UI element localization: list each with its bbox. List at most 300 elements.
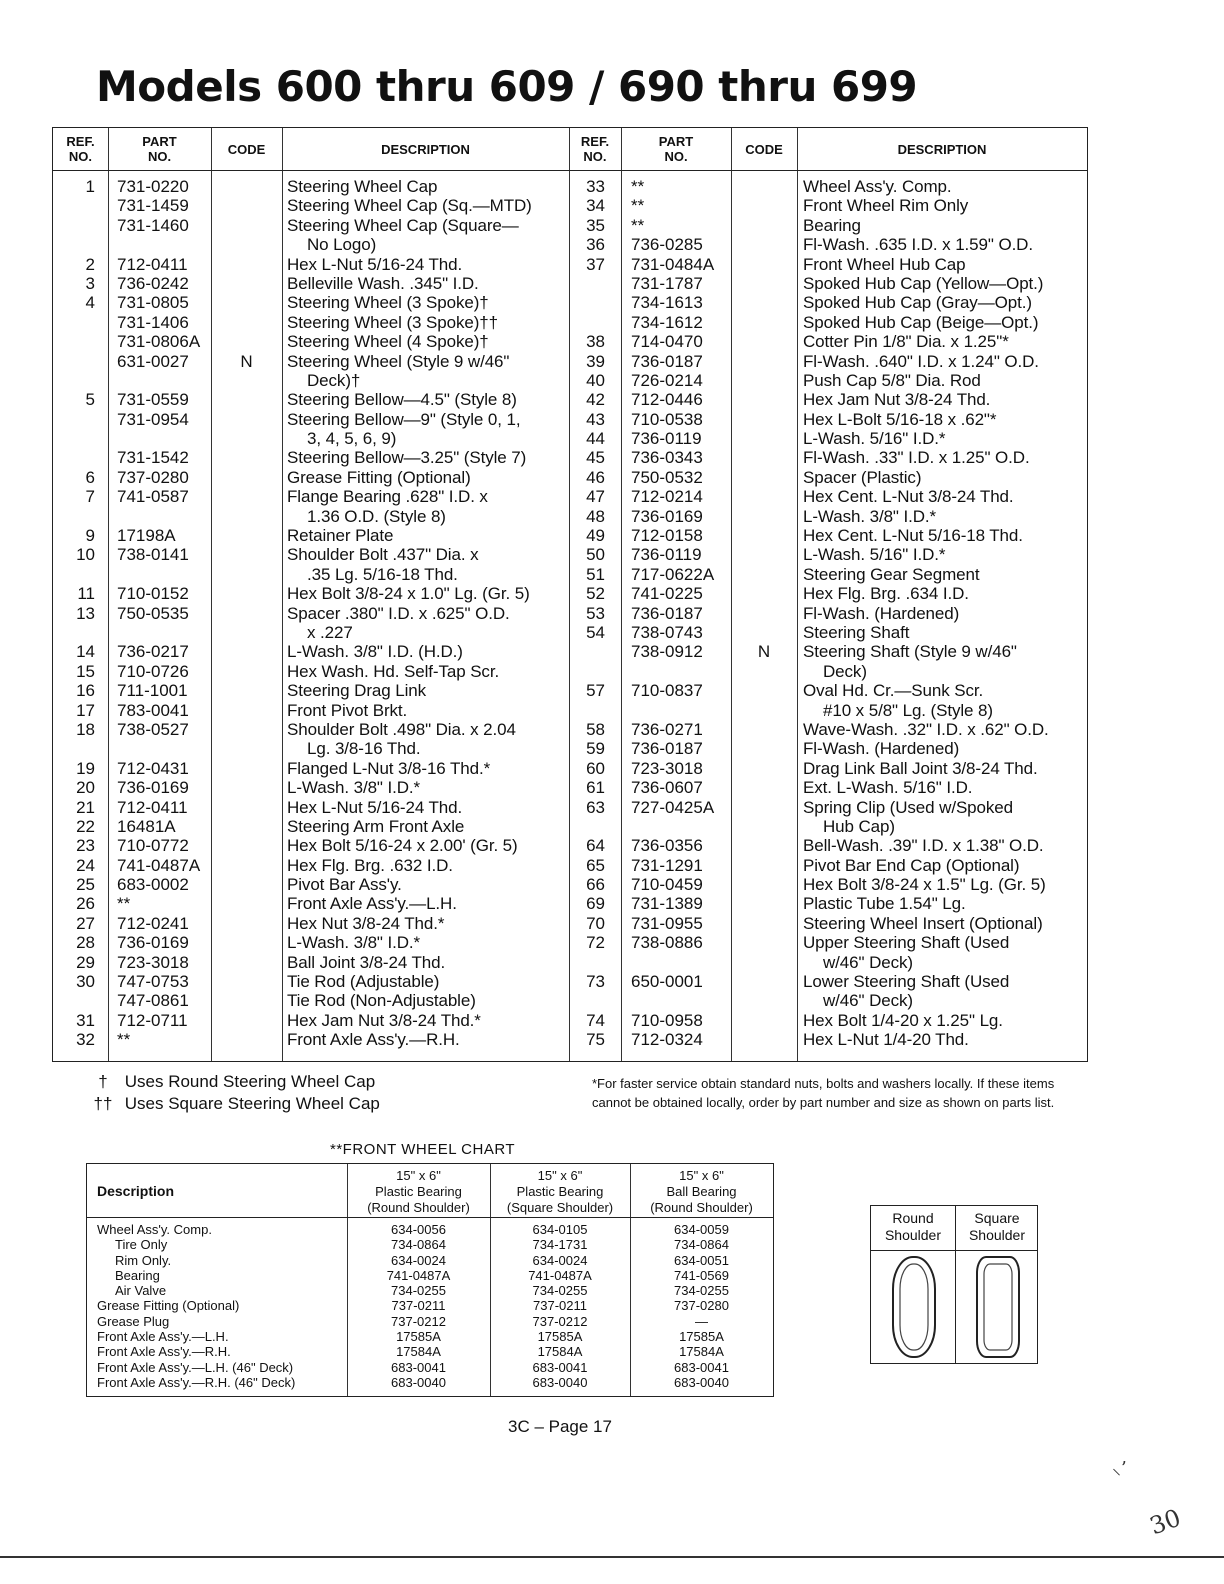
ref-number: 14 — [76, 642, 95, 662]
part-number: 747-0861 — [117, 991, 189, 1011]
ref-number: 38 — [586, 332, 605, 352]
ref-number: 21 — [76, 797, 95, 817]
parts-row — [53, 293, 1087, 312]
dagger-symbol: † — [98, 1072, 108, 1091]
part-number: 710-0772 — [117, 836, 189, 856]
part-number: 783-0041 — [117, 700, 189, 720]
wheel-chart-item: Front Axle Ass'y.—R.H. (46" Deck) — [97, 1374, 296, 1390]
description: Steering Shaft (Style 9 w/46" — [803, 642, 1017, 662]
ref-number: 39 — [586, 351, 605, 371]
ref-number: 16 — [76, 681, 95, 701]
ref-number: 51 — [586, 564, 605, 584]
ref-number: 25 — [76, 875, 95, 895]
wheel-chart-part-number: 737-0212 — [391, 1313, 446, 1329]
wheel-chart-part-number: 741-0569 — [674, 1267, 729, 1283]
part-number: 710-0152 — [117, 584, 189, 604]
parts-row — [53, 371, 1087, 390]
ref-number: 69 — [586, 894, 605, 914]
wheel-chart-part-number: 737-0211 — [533, 1298, 587, 1314]
part-number: 736-0356 — [631, 836, 703, 856]
part-number: 712-0324 — [631, 1030, 703, 1050]
footnote-dagger — [86, 1072, 375, 1092]
header-ref-no-right: REF. NO. — [580, 134, 610, 164]
description: 3, 4, 5, 6, 9) — [307, 429, 397, 449]
wheel-chart-part-number: 634-0024 — [391, 1252, 446, 1268]
description: Steering Bellow—9" (Style 0, 1, — [287, 409, 521, 429]
parts-row — [53, 1030, 1087, 1049]
part-number: 734-1612 — [631, 312, 703, 332]
part-number: 738-0527 — [117, 719, 189, 739]
part-number: 736-0285 — [631, 235, 703, 255]
wheel-chart-part-number: 634-0105 — [532, 1222, 588, 1237]
wheel-chart-item: Front Axle Ass'y.—L.H. — [97, 1329, 229, 1345]
square-shoulder-label: Square Shoulder — [968, 1210, 1026, 1243]
description: Hex L-Bolt 5/16-18 x .62"* — [803, 409, 997, 429]
part-number: 710-0538 — [631, 409, 703, 429]
ref-number: 9 — [85, 526, 95, 546]
ref-number: 5 — [85, 390, 95, 410]
description: Spoked Hub Cap (Beige—Opt.) — [803, 312, 1039, 332]
part-number: 731-0954 — [117, 409, 189, 429]
description: Steering Wheel Cap (Sq.—MTD) — [287, 196, 532, 216]
ref-number: 52 — [586, 584, 605, 604]
ref-number: 65 — [586, 855, 605, 875]
wheel-chart-row — [87, 1253, 773, 1268]
ref-number: 60 — [586, 758, 605, 778]
parts-row — [53, 875, 1087, 894]
wheel-chart-part-number: 737-0212 — [532, 1313, 588, 1329]
part-number: 723-3018 — [631, 758, 703, 778]
description: Steering Bellow—3.25" (Style 7) — [287, 448, 527, 468]
description: Hex L-Nut 1/4-20 Thd. — [803, 1030, 969, 1050]
ref-number: 70 — [586, 913, 605, 933]
description: Ext. L-Wash. 5/16" I.D. — [803, 778, 973, 798]
parts-row — [53, 177, 1087, 196]
wheel-chart-part-number: 737-0280 — [674, 1298, 729, 1314]
part-number: 710-0837 — [631, 681, 703, 701]
part-number: 736-0187 — [631, 739, 703, 759]
description: Front Axle Ass'y.—R.H. — [287, 1030, 460, 1050]
wheel-chart-col-square-plastic: 15" x 6" Plastic Bearing (Square Shoulder) — [506, 1168, 614, 1215]
bottom-rule — [0, 1556, 1224, 1558]
round-shoulder-icon — [889, 1254, 939, 1360]
description: Hex Jam Nut 3/8-24 Thd.* — [287, 1010, 481, 1030]
part-number: 16481A — [117, 816, 176, 836]
ref-number: 7 — [85, 487, 95, 507]
description: Spoked Hub Cap (Yellow—Opt.) — [803, 273, 1044, 293]
parts-row — [53, 933, 1087, 952]
part-number: 731-0955 — [631, 913, 703, 933]
round-shoulder-label: Round Shoulder — [884, 1210, 942, 1243]
part-number: 727-0425A — [631, 797, 715, 817]
part-number: 726-0214 — [631, 370, 703, 390]
part-number: 731-1787 — [631, 273, 703, 293]
part-number: ** — [117, 894, 131, 914]
description: Oval Hd. Cr.—Sunk Scr. — [803, 681, 984, 701]
description: Spacer .380" I.D. x .625" O.D. — [287, 603, 510, 623]
ref-number: 26 — [76, 894, 95, 914]
wheel-chart-part-number: 634-0059 — [674, 1222, 729, 1237]
description: Ball Joint 3/8-24 Thd. — [287, 952, 446, 972]
ref-number: 30 — [76, 972, 95, 992]
part-number: 731-0559 — [117, 390, 189, 410]
parts-row — [53, 487, 1087, 506]
description: L-Wash. 3/8" I.D.* — [287, 933, 421, 953]
description: Fl-Wash. .635 I.D. x 1.59" O.D. — [803, 235, 1033, 255]
part-number: 631-0027 — [117, 351, 189, 371]
description: x .227 — [307, 622, 353, 642]
wheel-chart-part-number: 634-0056 — [391, 1222, 446, 1237]
description: Flanged L-Nut 3/8-16 Thd.* — [287, 758, 491, 778]
parts-row — [53, 196, 1087, 215]
description: Cotter Pin 1/8" Dia. x 1.25"* — [803, 332, 1009, 352]
part-number: 734-1613 — [631, 293, 703, 313]
ref-number: 59 — [586, 739, 605, 759]
description: Steering Gear Segment — [803, 564, 980, 584]
ref-number: 49 — [586, 526, 605, 546]
ref-number: 47 — [586, 487, 605, 507]
parts-row — [53, 953, 1087, 972]
ref-number: 73 — [586, 972, 605, 992]
wheel-chart-part-number: 734-0864 — [391, 1237, 446, 1253]
parts-row — [53, 972, 1087, 991]
description: Wave-Wash. .32" I.D. x .62" O.D. — [803, 719, 1049, 739]
ref-number: 24 — [76, 855, 95, 875]
part-number: 714-0470 — [631, 332, 703, 352]
description: L-Wash. 3/8" I.D.* — [803, 506, 937, 526]
description: Steering Shaft — [803, 622, 910, 642]
part-number: 712-0241 — [117, 913, 189, 933]
parts-row — [53, 507, 1087, 526]
parts-row — [53, 584, 1087, 603]
ref-number: 4 — [85, 293, 95, 313]
parts-row — [53, 429, 1087, 448]
parts-row — [53, 914, 1087, 933]
description: Spoked Hub Cap (Gray—Opt.) — [803, 293, 1032, 313]
part-number: 736-0119 — [631, 545, 702, 565]
parts-row — [53, 526, 1087, 545]
wheel-chart-item: Front Axle Ass'y.—L.H. (46" Deck) — [97, 1359, 294, 1375]
description: Steering Wheel (3 Spoke)† — [287, 293, 489, 313]
description: Fl-Wash. .640" I.D. x 1.24" O.D. — [803, 351, 1039, 371]
ref-number: 18 — [76, 719, 95, 739]
description: Bearing — [803, 215, 861, 235]
wheel-chart-item: Grease Fitting (Optional) — [97, 1298, 240, 1314]
ref-number: 22 — [76, 816, 95, 836]
parts-row — [53, 352, 1087, 371]
wheel-chart-part-number: 634-0051 — [674, 1252, 729, 1268]
ref-number: 20 — [76, 778, 95, 798]
part-number: 731-1460 — [117, 215, 189, 235]
part-number: 736-0607 — [631, 778, 703, 798]
ref-number: 42 — [586, 390, 605, 410]
wheel-chart-rows — [87, 1222, 773, 1390]
description: Flange Bearing .628" I.D. x — [287, 487, 488, 507]
description: Steering Arm Front Axle — [287, 816, 465, 836]
description: Hex Nut 3/8-24 Thd.* — [287, 913, 445, 933]
wheel-chart-part-number: 734-0255 — [674, 1283, 729, 1299]
part-number: 741-0487A — [117, 855, 201, 875]
ref-number: 29 — [76, 952, 95, 972]
description: Plastic Tube 1.54" Lg. — [803, 894, 966, 914]
description: .35 Lg. 5/16-18 Thd. — [307, 564, 458, 584]
ref-number: 28 — [76, 933, 95, 953]
description: #10 x 5/8" Lg. (Style 8) — [823, 700, 993, 720]
description: Push Cap 5/8" Dia. Rod — [803, 370, 981, 390]
ref-number: 36 — [586, 235, 605, 255]
wheel-chart-row — [87, 1344, 773, 1359]
parts-row — [53, 565, 1087, 584]
ref-number: 13 — [76, 603, 95, 623]
part-number: 731-0805 — [117, 293, 189, 313]
description: Hex L-Nut 5/16-24 Thd. — [287, 797, 463, 817]
header-code: CODE — [227, 141, 266, 157]
description: Lg. 3/8-16 Thd. — [307, 739, 421, 759]
description: w/46" Deck) — [823, 991, 913, 1011]
ref-number: 75 — [586, 1030, 605, 1050]
description: Pivot Bar Ass'y. — [287, 875, 402, 895]
description: Pivot Bar End Cap (Optional) — [803, 855, 1020, 875]
ref-number: 3 — [85, 273, 95, 293]
part-number: 712-0711 — [117, 1010, 188, 1030]
part-number: ** — [631, 215, 645, 235]
parts-list-right — [53, 177, 1087, 1050]
ref-number: 17 — [76, 700, 95, 720]
description: Steering Wheel (4 Spoke)† — [287, 332, 489, 352]
ref-number: 31 — [76, 1010, 95, 1030]
part-number: 736-0169 — [117, 778, 189, 798]
part-number: 736-0242 — [117, 273, 189, 293]
part-number: 731-0220 — [117, 177, 189, 196]
part-number: 731-0806A — [117, 332, 201, 352]
parts-row — [53, 235, 1087, 254]
part-number: 741-0225 — [631, 584, 703, 604]
ref-number: 23 — [76, 836, 95, 856]
wheel-chart-row — [87, 1298, 773, 1313]
ref-number: 45 — [586, 448, 605, 468]
part-number: 712-0446 — [631, 390, 703, 410]
ref-number: 54 — [586, 622, 605, 642]
square-shoulder-icon — [973, 1254, 1023, 1360]
scan-mark-icon: ⸜’ — [1112, 1458, 1127, 1479]
description: Hex Cent. L-Nut 5/16-18 Thd. — [803, 526, 1023, 546]
ref-number: 72 — [586, 933, 605, 953]
wheel-chart-item: Grease Plug — [97, 1313, 170, 1329]
part-number: 710-0726 — [117, 661, 189, 681]
description: Hex Bolt 3/8-24 x 1.0" Lg. (Gr. 5) — [287, 584, 530, 604]
parts-row — [53, 739, 1087, 758]
wheel-chart-row — [87, 1360, 773, 1375]
description: 1.36 O.D. (Style 8) — [307, 506, 446, 526]
ref-number: 43 — [586, 409, 605, 429]
page-title: Models 600 thru 609 / 690 thru 699 — [96, 62, 918, 111]
wheel-chart-part-number: 17585A — [396, 1329, 441, 1345]
ref-number: 1 — [85, 177, 95, 196]
part-number: 738-0912 — [631, 642, 703, 662]
wheel-chart-item: Air Valve — [115, 1283, 167, 1299]
description: w/46" Deck) — [823, 952, 913, 972]
wheel-chart-part-number: 741-0487A — [528, 1267, 592, 1283]
description: Fl-Wash. (Hardened) — [803, 603, 960, 623]
part-number: 750-0532 — [631, 467, 703, 487]
description: L-Wash. 3/8" I.D. (H.D.) — [287, 642, 463, 662]
part-number: 17198A — [117, 526, 176, 546]
parts-row — [53, 856, 1087, 875]
ref-number: 6 — [85, 467, 95, 487]
ref-number: 35 — [586, 215, 605, 235]
wheel-chart-part-number: 734-1731 — [532, 1237, 588, 1253]
parts-row — [53, 332, 1087, 351]
wheel-chart-col-round-plastic: 15" x 6" Plastic Bearing (Round Shoulder) — [367, 1168, 470, 1215]
wheel-chart-part-number: 683-0041 — [391, 1359, 446, 1375]
part-number: 747-0753 — [117, 972, 189, 992]
wheel-chart-part-number: 17585A — [537, 1329, 583, 1345]
description: Front Axle Ass'y.—L.H. — [287, 894, 457, 914]
part-number: 712-0158 — [631, 526, 703, 546]
description: Hex Bolt 3/8-24 x 1.5" Lg. (Gr. 5) — [803, 875, 1046, 895]
description: Steering Wheel Cap — [287, 177, 438, 196]
part-number: 710-0459 — [631, 875, 703, 895]
description: L-Wash. 5/16" I.D.* — [803, 429, 946, 449]
wheel-chart-row — [87, 1314, 773, 1329]
description: Upper Steering Shaft (Used — [803, 933, 1010, 953]
description: Hex Bolt 1/4-20 x 1.25" Lg. — [803, 1010, 1003, 1030]
wheel-chart-row — [87, 1268, 773, 1283]
ref-number: 46 — [586, 467, 605, 487]
description: Steering Drag Link — [287, 681, 426, 701]
parts-row — [53, 390, 1087, 409]
dagger-text: Uses Round Steering Wheel Cap — [124, 1072, 376, 1091]
wheel-chart-part-number: 683-0040 — [532, 1374, 588, 1390]
ref-number: 44 — [586, 429, 605, 449]
part-number: 736-0169 — [117, 933, 189, 953]
double-dagger-symbol: †† — [93, 1094, 113, 1113]
description: Retainer Plate — [287, 526, 394, 546]
code: N — [757, 642, 771, 662]
ref-number: 57 — [586, 681, 605, 701]
wheel-chart-item: Bearing — [115, 1267, 160, 1283]
parts-row — [53, 448, 1087, 467]
shoulder-legend — [870, 1205, 1038, 1364]
ref-number: 61 — [586, 778, 605, 798]
header-code-right: CODE — [745, 141, 783, 157]
standard-hardware-note: *For faster service obtain standard nuts, bolts and washers locally. If these items cannot be obtained locally, order by part number and size as shown on parts list. — [592, 1076, 1055, 1110]
parts-row — [53, 798, 1087, 817]
handwritten-page-mark: 30 — [1146, 1503, 1185, 1541]
part-number: 731-1459 — [117, 196, 189, 216]
description: Hub Cap) — [823, 816, 895, 836]
description: Steering Wheel (3 Spoke)†† — [287, 312, 498, 332]
parts-row — [53, 701, 1087, 720]
description: Hex Cent. L-Nut 3/8-24 Thd. — [803, 487, 1014, 507]
parts-row — [53, 720, 1087, 739]
ref-number: 58 — [586, 719, 605, 739]
wheel-chart-item: Tire Only — [115, 1237, 168, 1253]
ref-number: 2 — [85, 254, 95, 274]
parts-row — [53, 410, 1087, 429]
part-number: 736-0343 — [631, 448, 703, 468]
part-number: 736-0187 — [631, 603, 703, 623]
description: Hex Flg. Brg. .634 I.D. — [803, 584, 969, 604]
description: Hex L-Nut 5/16-24 Thd. — [287, 254, 463, 274]
ref-number: 63 — [586, 797, 605, 817]
part-number: 736-0271 — [631, 719, 703, 739]
ref-number: 32 — [76, 1030, 95, 1050]
part-number: 736-0187 — [631, 351, 703, 371]
part-number: 731-1542 — [117, 448, 189, 468]
description: Wheel Ass'y. Comp. — [803, 177, 952, 196]
ref-number: 33 — [586, 177, 605, 196]
part-number: 650-0001 — [631, 972, 703, 992]
parts-row — [53, 991, 1087, 1010]
part-number: 738-0141 — [117, 545, 189, 565]
description: Spring Clip (Used w/Spoked — [803, 797, 1013, 817]
description: Grease Fitting (Optional) — [287, 467, 471, 487]
ref-number: 66 — [586, 875, 605, 895]
ref-number: 74 — [586, 1010, 605, 1030]
parts-table — [52, 127, 1088, 1062]
ref-number: 53 — [586, 603, 605, 623]
description: Deck) — [823, 661, 867, 681]
part-number: 750-0535 — [117, 603, 189, 623]
description: Steering Wheel Insert (Optional) — [803, 913, 1043, 933]
part-number: 717-0622A — [631, 564, 715, 584]
part-number: 712-0411 — [117, 254, 188, 274]
part-number: 683-0002 — [117, 875, 189, 895]
description: Hex Bolt 5/16-24 x 2.00' (Gr. 5) — [287, 836, 518, 856]
description: Front Wheel Hub Cap — [803, 254, 966, 274]
part-number: 712-0214 — [631, 487, 703, 507]
description: L-Wash. 5/16" I.D.* — [803, 545, 946, 565]
part-number: 731-1389 — [631, 894, 703, 914]
description: Tie Rod (Non-Adjustable) — [287, 991, 476, 1011]
header-ref-no: REF. NO. — [66, 134, 95, 164]
wheel-chart-part-number: 17585A — [679, 1329, 724, 1345]
header-description-right: DESCRIPTION — [897, 141, 987, 157]
description: Fl-Wash. (Hardened) — [803, 739, 960, 759]
wheel-chart-row — [87, 1222, 773, 1237]
description: Hex Wash. Hd. Self-Tap Scr. — [287, 661, 500, 681]
wheel-chart-col-round-ball: 15" x 6" Ball Bearing (Round Shoulder) — [650, 1168, 753, 1215]
ref-number: 64 — [586, 836, 605, 856]
parts-row — [53, 642, 1087, 661]
part-number: 736-0119 — [631, 429, 702, 449]
ref-number: 34 — [586, 196, 605, 216]
part-number: 738-0743 — [631, 622, 703, 642]
wheel-chart-part-number: 17584A — [396, 1344, 441, 1360]
description: Spacer (Plastic) — [803, 467, 922, 487]
wheel-chart-part-number: 734-0864 — [674, 1237, 729, 1253]
ref-number: 27 — [76, 913, 95, 933]
part-number: 723-3018 — [117, 952, 189, 972]
description: Deck)† — [307, 370, 361, 390]
description: Drag Link Ball Joint 3/8-24 Thd. — [803, 758, 1038, 778]
double-dagger-text: Uses Square Steering Wheel Cap — [124, 1094, 380, 1113]
wheel-chart-item: Front Axle Ass'y.—R.H. — [97, 1344, 231, 1360]
wheel-chart-part-number: 737-0211 — [391, 1298, 446, 1314]
part-number: 731-1406 — [117, 312, 189, 332]
parts-row — [53, 1011, 1087, 1030]
wheel-chart-row — [87, 1283, 773, 1298]
part-number: 712-0411 — [117, 797, 188, 817]
parts-row — [53, 274, 1087, 293]
ref-number: 40 — [586, 370, 605, 390]
wheel-chart-part-number: 683-0040 — [674, 1374, 729, 1390]
front-wheel-chart-title: **FRONT WHEEL CHART — [330, 1141, 516, 1158]
description: Hex Jam Nut 3/8-24 Thd. — [803, 390, 991, 410]
part-number: 737-0280 — [117, 467, 189, 487]
ref-number: 19 — [76, 758, 95, 778]
